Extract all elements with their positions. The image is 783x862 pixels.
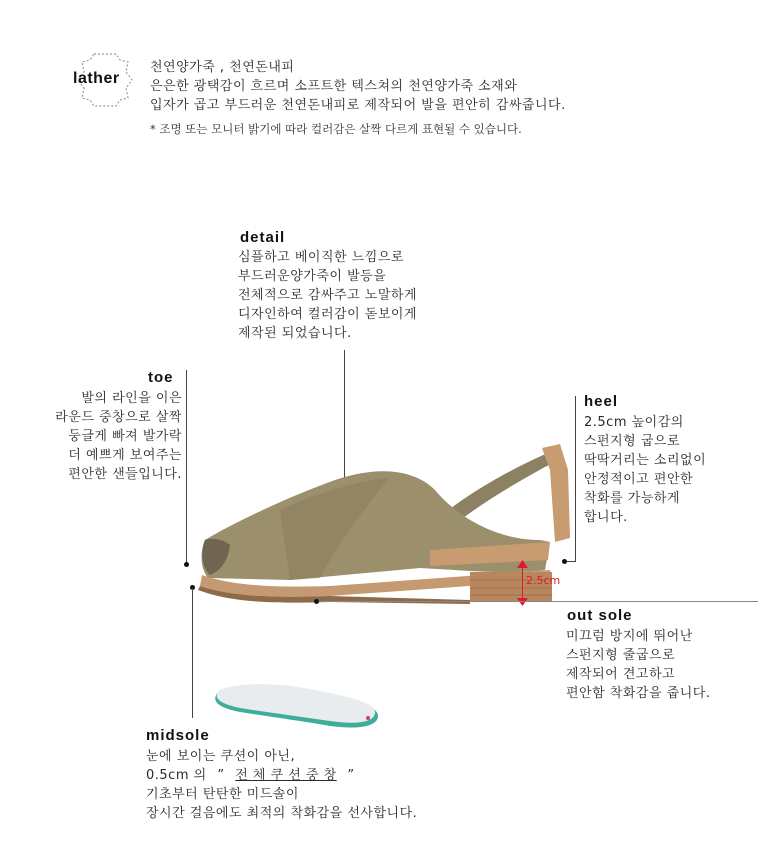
- leather-title: 천연양가죽 , 천연돈내피: [150, 60, 295, 75]
- midsole-quote-close: ”: [347, 768, 355, 783]
- detail-heading: detail: [240, 229, 286, 246]
- heel-line: 스펀지형 굽으로: [584, 434, 681, 449]
- leather-desc-line1: 은은한 광택감이 흐르며 소프트한 텍스쳐의 천연양가죽 소재와: [150, 79, 518, 94]
- outsole-line: 제작되어 견고하고: [566, 667, 676, 682]
- heel-height-arrow: [522, 564, 523, 602]
- midsole-pointer-line: [192, 588, 193, 718]
- arrow-down-icon: [517, 598, 528, 606]
- midsole-heading: midsole: [146, 727, 210, 744]
- outsole-heading: out sole: [567, 607, 633, 624]
- outsole-line: 스펀지형 줄굽으로: [566, 648, 676, 663]
- heel-heading: heel: [584, 393, 619, 410]
- outsole-pointer-dot: [314, 599, 319, 604]
- leather-note: * 조명 또는 모니터 밝기에 따라 컬러감은 살짝 다르게 표현될 수 있습니다.: [150, 122, 522, 136]
- outsole-pointer-line: [318, 601, 758, 602]
- midsole-line1: 눈에 보이는 쿠션이 아닌,: [146, 749, 296, 764]
- toe-line: 더 예쁘게 보여주는: [68, 448, 182, 463]
- leather-desc-line2: 입자가 곱고 부드러운 천연돈내피로 제작되어 발을 편안히 감싸줍니다.: [150, 98, 566, 113]
- toe-line: 발의 라인을 이은: [81, 391, 182, 406]
- detail-line: 부드러운양가죽이 발등을: [238, 269, 387, 284]
- midsole-emphasis: 전 체 쿠 션 중 창: [235, 768, 337, 783]
- insole-dot: [366, 716, 370, 720]
- midsole-line2-prefix: 0.5cm 의: [146, 768, 212, 783]
- toe-line: 라운드 중창으로 살짝: [55, 410, 182, 425]
- heel-height-label: 2.5cm: [526, 574, 561, 587]
- toe-line: 편안한 샌들입니다.: [68, 467, 182, 482]
- midsole-quote-open: ”: [217, 768, 225, 783]
- outsole-line: 미끄럼 방지에 뛰어난: [566, 629, 693, 644]
- heel-strap-tab: [542, 444, 570, 542]
- heel-line: 안정적이고 편안한: [584, 472, 694, 487]
- heel-line: 합니다.: [584, 510, 628, 525]
- leather-badge: [70, 50, 140, 110]
- detail-line: 심플하고 베이직한 느낌으로: [238, 250, 404, 265]
- leather-badge-label: lather: [73, 70, 120, 87]
- outsole-text: [566, 627, 710, 703]
- insole-image: [210, 682, 385, 734]
- midsole-line4: 장시간 걸음에도 최적의 착화감을 선사합니다.: [146, 806, 418, 821]
- outsole-line: 편안함 착화감을 줍니다.: [566, 686, 711, 701]
- toe-heading: toe: [148, 369, 174, 386]
- midsole-line2: [146, 766, 355, 785]
- sandal-illustration: [130, 430, 590, 620]
- toe-line: 둥글게 빠져 발가락: [68, 429, 182, 444]
- detail-line: 제작된 되었습니다.: [238, 326, 352, 341]
- heel-line: 2.5cm 높이감의: [584, 415, 684, 430]
- heel-text: [584, 413, 706, 527]
- detail-line: 디자인하여 컬러감이 돋보이게: [238, 307, 418, 322]
- heel-line: 착화를 가능하게: [584, 491, 681, 506]
- detail-text: [238, 248, 417, 343]
- detail-line: 전체적으로 감싸주고 노말하게: [238, 288, 418, 303]
- midsole-line3: 기초부터 탄탄한 미드솔이: [146, 787, 299, 802]
- arrow-up-icon: [517, 560, 528, 568]
- heel-line: 딱딱거리는 소리없이: [584, 453, 707, 468]
